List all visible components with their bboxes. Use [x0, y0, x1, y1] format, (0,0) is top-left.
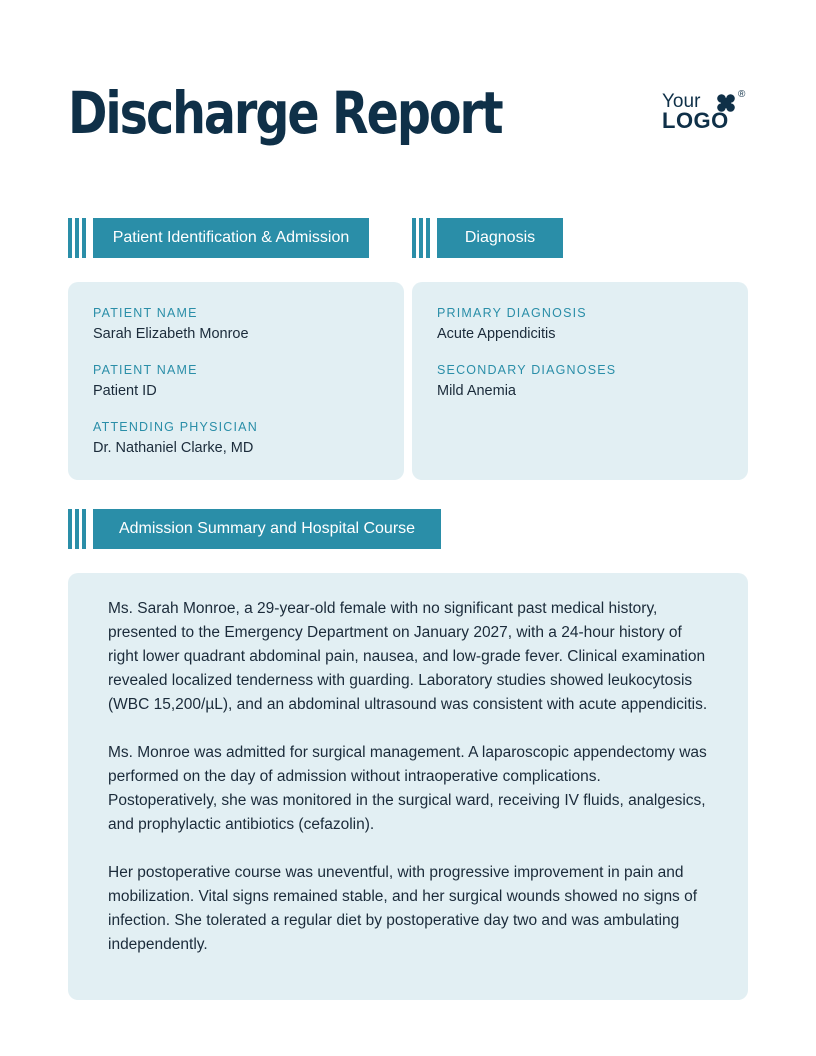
patient-id-field	[93, 363, 379, 402]
diagnosis-section-header	[412, 218, 563, 258]
summary-paragraph: Ms. Monroe was admitted for surgical management. A laparoscopic appendectomy was performed on the day of admission without intraoperative complications. Postoperatively, she was monitored in the surgical ward, receiving IV fluids, analgesics, and prophylactic antibiotics (cefazolin).	[108, 744, 707, 833]
summary-section-header	[68, 509, 441, 549]
patient-section-header	[68, 218, 369, 258]
field-value: Sarah Elizabeth Monroe	[93, 326, 249, 342]
diagnosis-card	[412, 282, 748, 480]
field-label: PATIENT NAME	[93, 363, 198, 377]
patient-section-title: Patient Identification & Admission	[93, 218, 369, 258]
field-value: Acute Appendicitis	[437, 326, 556, 342]
page-title: Discharge Report	[68, 79, 502, 147]
logo-registered-mark: ®	[738, 89, 746, 100]
field-label: SECONDARY DIAGNOSES	[437, 363, 617, 377]
field-value: Mild Anemia	[437, 383, 516, 399]
summary-section-title: Admission Summary and Hospital Course	[93, 509, 441, 549]
logo-text-your: Your	[662, 91, 701, 112]
patient-name-field	[93, 306, 379, 345]
summary-paragraph: Her postoperative course was uneventful, with progressive improvement in pain and mobilization. Vital signs remained stable, and her surgical wounds showed no signs of infection. She tolerated a regular diet by postoperative day two and was ambulating independently.	[108, 864, 698, 953]
field-label: PRIMARY DIAGNOSIS	[437, 306, 587, 320]
diagnosis-section-title: Diagnosis	[437, 218, 563, 258]
field-value: Patient ID	[93, 383, 157, 399]
header-stripes	[68, 218, 89, 258]
patient-info-card	[68, 282, 404, 480]
header-stripes	[68, 509, 89, 549]
field-label: ATTENDING PHYSICIAN	[93, 420, 258, 434]
attending-physician-field	[93, 420, 379, 459]
header-stripes	[412, 218, 433, 258]
secondary-diagnoses-field	[437, 363, 723, 402]
primary-diagnosis-field	[437, 306, 723, 345]
summary-paragraph: Ms. Sarah Monroe, a 29-year-old female with no significant past medical history, presented to the Emergency Department on January 2027, with a 24-hour history of right lower quadrant abdominal pain, nausea, and low-grade fever. Clinical examination revealed localized tenderness with guarding. Laboratory studies showed leukocytosis (WBC 15,200/µL), and an abdominal ultrasound was consistent with acute appendicitis.	[108, 600, 708, 713]
logo-text-logo: LOGO	[662, 108, 729, 133]
field-value: Dr. Nathaniel Clarke, MD	[93, 440, 254, 456]
field-label: PATIENT NAME	[93, 306, 198, 320]
summary-card	[68, 573, 748, 1000]
company-logo	[662, 89, 752, 133]
